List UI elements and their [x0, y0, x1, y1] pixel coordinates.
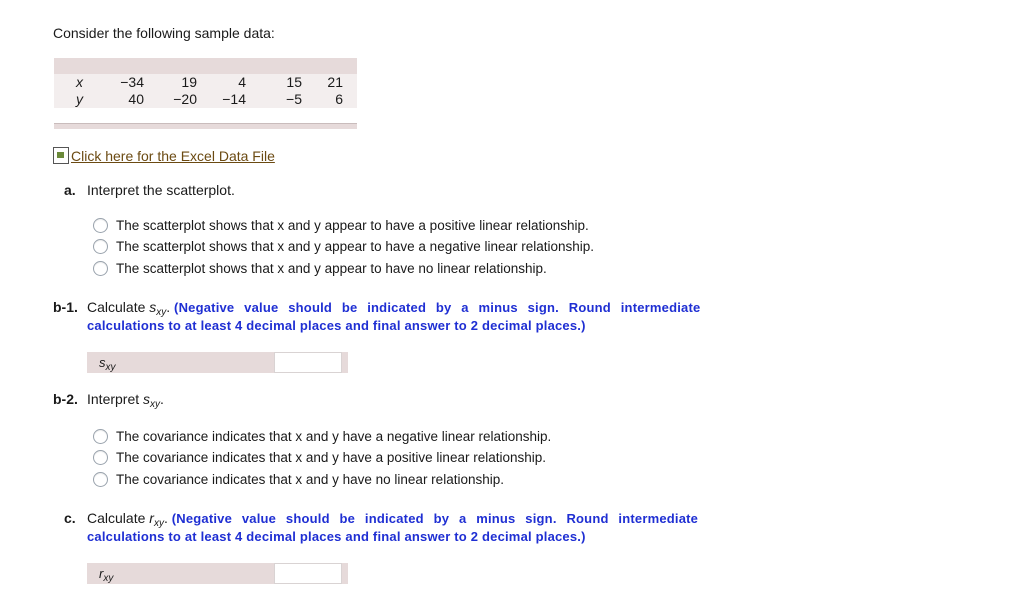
sxy-symbol: $s_{xy}$ [143, 391, 161, 410]
table-row-y [54, 91, 357, 108]
rxy-input-label: $r_{xy}$ [87, 563, 274, 584]
table-cell: 21 [327, 74, 343, 90]
sxy-input-label: $s_{xy}$ [87, 352, 274, 373]
option-a-positive[interactable] [93, 218, 589, 233]
part-b1-question: Calculate $s_{xy}$. (Negative value should be indicated by a minus sign. Round intermediate [87, 299, 701, 318]
radio-button[interactable] [93, 450, 108, 465]
radio-button[interactable] [93, 218, 108, 233]
radio-button[interactable] [93, 239, 108, 254]
sample-data-table [54, 58, 357, 129]
sxy-answer-row [87, 352, 348, 373]
table-cell: 4 [238, 74, 246, 90]
rxy-symbol: $r_{xy}$ [149, 510, 164, 529]
option-text: The scatterplot shows that x and y appear to have no linear relationship. [116, 261, 547, 276]
excel-file-icon [53, 147, 69, 164]
option-a-none[interactable] [93, 261, 547, 276]
table-cell: 40 [128, 91, 144, 107]
c-instruction-line1: (Negative value should be indicated by a minus sign. Round intermediate [171, 511, 699, 526]
excel-link-text[interactable]: Click here for the Excel Data File [71, 147, 275, 164]
table-cell: −34 [120, 74, 144, 90]
option-text: The covariance indicates that x and y have no linear relationship. [116, 472, 504, 487]
option-b2-negative[interactable] [93, 429, 551, 444]
table-cell: −5 [286, 91, 302, 107]
c-instruction-line2: calculations to at least 4 decimal places and final answer to 2 decimal places.) [87, 529, 586, 544]
part-b2-question: Interpret $s_{xy}$. [87, 391, 164, 410]
excel-data-link[interactable] [53, 147, 275, 164]
part-b2-label: b-2. [53, 391, 78, 407]
option-b2-positive[interactable] [93, 450, 546, 465]
part-a-label: a. [64, 182, 76, 198]
b1-instruction-line1: (Negative value should be indicated by a minus sign. Round intermediate [174, 300, 701, 315]
option-text: The scatterplot shows that x and y appear to have a positive linear relationship. [116, 218, 589, 233]
part-b1-label: b-1. [53, 299, 78, 315]
intro-text: Consider the following sample data: [53, 25, 275, 41]
radio-button[interactable] [93, 261, 108, 276]
table-row-x [54, 74, 357, 91]
option-text: The covariance indicates that x and y have a positive linear relationship. [116, 450, 546, 465]
rxy-answer-row [87, 563, 348, 584]
table-cell: 19 [181, 74, 197, 90]
table-cell: −20 [173, 91, 197, 107]
table-cell: −14 [222, 91, 246, 107]
row-label-x: x [76, 74, 83, 90]
radio-button[interactable] [93, 429, 108, 444]
table-cell: 6 [335, 91, 343, 107]
part-c-question: Calculate $r_{xy}$. (Negative value should be indicated by a minus sign. Round intermediate [87, 510, 699, 529]
sxy-symbol: $s_{xy}$ [149, 299, 167, 318]
table-footer-bar [54, 123, 357, 129]
part-c-label: c. [64, 510, 76, 526]
option-text: The covariance indicates that x and y have a negative linear relationship. [116, 429, 552, 444]
part-a-question: Interpret the scatterplot. [87, 182, 235, 198]
sxy-input[interactable] [274, 352, 342, 373]
row-label-y: y [76, 91, 83, 107]
table-cell: 15 [286, 74, 302, 90]
rxy-input[interactable] [274, 563, 342, 584]
b1-instruction-line2: calculations to at least 4 decimal places and final answer to 2 decimal places.) [87, 318, 586, 333]
table-header-bar [54, 58, 357, 74]
option-a-negative[interactable] [93, 239, 594, 254]
radio-button[interactable] [93, 472, 108, 487]
option-b2-none[interactable] [93, 472, 504, 487]
option-text: The scatterplot shows that x and y appear to have a negative linear relationship. [116, 239, 595, 254]
